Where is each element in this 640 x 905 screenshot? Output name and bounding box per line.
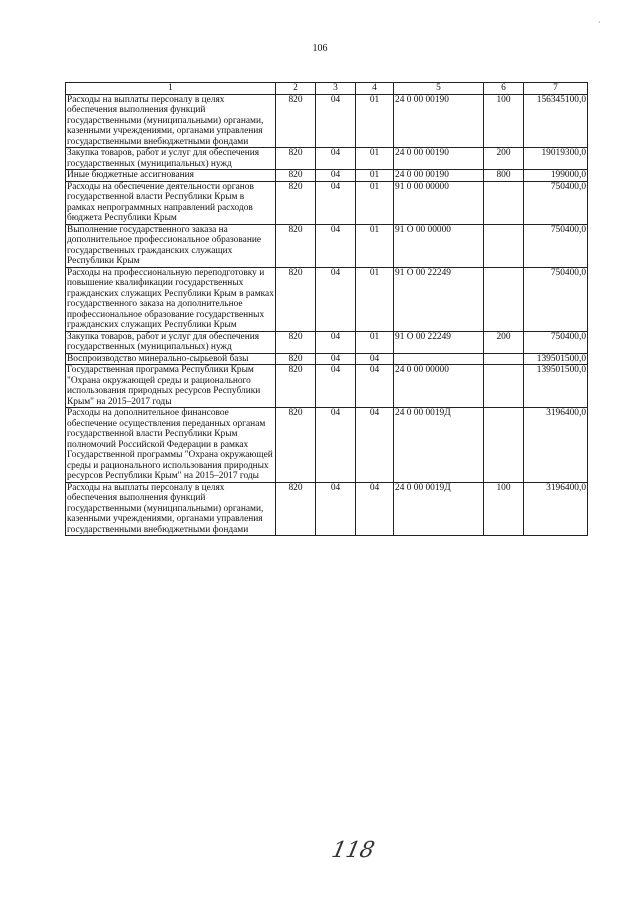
row-target-article-cell: 91 О 00 22249 xyxy=(394,331,484,353)
row-name-cell: Закупка товаров, работ и услуг для обеспечения государственных (муниципальных) нужд xyxy=(66,148,276,170)
row-amount-cell: 199000,0 xyxy=(524,170,588,182)
scan-mark: · xyxy=(598,18,601,27)
row-target-article-cell: 91 О 00 00000 xyxy=(394,224,484,267)
row-amount-cell: 3196400,0 xyxy=(524,408,588,483)
row-section-cell: 04 xyxy=(316,267,356,331)
row-subsection-cell: 04 xyxy=(356,482,394,536)
table-row xyxy=(66,94,588,148)
row-subsection-cell: 01 xyxy=(356,94,394,148)
budget-table xyxy=(65,82,588,536)
row-section-cell: 04 xyxy=(316,365,356,408)
row-section-cell: 04 xyxy=(316,148,356,170)
handwritten-page-number: 118 xyxy=(329,838,377,863)
row-expense-type-cell xyxy=(484,224,524,267)
table-row xyxy=(66,331,588,353)
column-header: 3 xyxy=(316,83,356,95)
row-amount-cell: 750400,0 xyxy=(524,181,588,224)
row-subsection-cell: 01 xyxy=(356,148,394,170)
row-amount-cell: 139501500,0 xyxy=(524,365,588,408)
row-name-cell: Государственная программа Республики Крым "Охрана окружающей среды и рационального использования природных ресурсов Республики Крым" на 2015–2017 годы xyxy=(66,365,276,408)
row-amount-cell: 3196400,0 xyxy=(524,482,588,536)
row-subsection-cell: 01 xyxy=(356,267,394,331)
row-target-article-cell: 91 О 00 22249 xyxy=(394,267,484,331)
row-grbs-cell: 820 xyxy=(276,365,316,408)
row-amount-cell: 750400,0 xyxy=(524,331,588,353)
row-amount-cell: 19019300,0 xyxy=(524,148,588,170)
row-amount-cell: 156345100,0 xyxy=(524,94,588,148)
row-name-cell: Закупка товаров, работ и услуг для обеспечения государственных (муниципальных) нужд xyxy=(66,331,276,353)
row-amount-cell: 750400,0 xyxy=(524,224,588,267)
row-subsection-cell: 01 xyxy=(356,181,394,224)
table-row xyxy=(66,353,588,365)
row-name-cell: Расходы на профессиональную переподготовку и повышение квалификации государственных гражданских служащих Республики Крым в рамках государственного заказа на дополнительное профессиональное образование государственных гражданских служащих Республики Крым xyxy=(67,267,274,330)
row-name-cell: Расходы на дополнительное финансовое обеспечение осуществления переданных органам государственной власти Республики Крым полномочий Российской Федерации в рамках Государственной программы "Охрана окружающей среды и рационального использования природных ресурсов Республики Крым" на 2015–2017 годы xyxy=(66,408,276,483)
column-header: 4 xyxy=(356,83,394,95)
row-section-cell: 04 xyxy=(316,482,356,536)
row-target-article-cell: 24 0 00 0019Д xyxy=(394,482,484,536)
row-name-cell: Иные бюджетные ассигнования xyxy=(66,170,276,182)
row-section-cell: 04 xyxy=(316,353,356,365)
table-header-row xyxy=(66,83,588,95)
table-row xyxy=(66,148,588,170)
row-target-article-cell xyxy=(394,353,484,365)
row-target-article-cell: 24 0 00 00190 xyxy=(394,170,484,182)
row-expense-type-cell xyxy=(484,267,524,331)
page-number: 106 xyxy=(312,43,328,54)
row-subsection-cell: 04 xyxy=(356,408,394,483)
table-row xyxy=(66,365,588,408)
table-row xyxy=(66,408,588,483)
row-section-cell: 04 xyxy=(316,224,356,267)
column-header: 7 xyxy=(524,83,588,95)
row-section-cell: 04 xyxy=(316,408,356,483)
row-target-article-cell: 91 0 00 00000 xyxy=(394,181,484,224)
table-row xyxy=(66,170,588,182)
row-expense-type-cell: 100 xyxy=(484,482,524,536)
row-expense-type-cell: 200 xyxy=(484,148,524,170)
row-target-article-cell: 24 0 00 0019Д xyxy=(394,408,484,483)
row-section-cell: 04 xyxy=(316,94,356,148)
row-subsection-cell: 01 xyxy=(356,170,394,182)
row-name-cell: Воспроизводство минерально-сырьевой базы xyxy=(66,353,276,365)
row-amount-cell: 750400,0 xyxy=(524,267,588,331)
row-name-cell: Расходы на обеспечение деятельности органов государственной власти Республики Крым в рамках непрограммных направлений расходов бюджета Республики Крым xyxy=(66,181,276,224)
row-subsection-cell: 01 xyxy=(356,331,394,353)
row-subsection-cell: 01 xyxy=(356,224,394,267)
table-row xyxy=(66,482,588,536)
row-grbs-cell: 820 xyxy=(276,331,316,353)
row-grbs-cell: 820 xyxy=(276,170,316,182)
row-subsection-cell: 04 xyxy=(356,365,394,408)
table-row xyxy=(66,181,588,224)
row-grbs-cell: 820 xyxy=(276,408,316,483)
row-grbs-cell: 820 xyxy=(276,267,316,331)
row-section-cell: 04 xyxy=(316,181,356,224)
row-amount-cell: 139501500,0 xyxy=(524,353,588,365)
row-grbs-cell: 820 xyxy=(276,224,316,267)
row-name-cell: Расходы на выплаты персоналу в целях обеспечения выполнения функций государственными (муниципальными) органами, казенными учреждениями, органами управления государственными внебюджетными фондами xyxy=(66,482,276,536)
row-target-article-cell: 24 0 00 00000 xyxy=(394,365,484,408)
row-expense-type-cell: 100 xyxy=(484,94,524,148)
row-expense-type-cell: 800 xyxy=(484,170,524,182)
row-target-article-cell: 24 0 00 00190 xyxy=(394,94,484,148)
row-grbs-cell: 820 xyxy=(276,148,316,170)
row-expense-type-cell xyxy=(484,408,524,483)
row-grbs-cell: 820 xyxy=(276,353,316,365)
row-grbs-cell: 820 xyxy=(276,181,316,224)
row-target-article-cell: 24 0 00 00190 xyxy=(394,148,484,170)
row-expense-type-cell xyxy=(484,353,524,365)
row-subsection-cell: 04 xyxy=(356,353,394,365)
row-name-cell: Выполнение государственного заказа на дополнительное профессиональное образование государственных гражданских служащих Республики Крым xyxy=(66,224,276,267)
row-expense-type-cell xyxy=(484,181,524,224)
column-header: 1 xyxy=(66,83,276,95)
row-name-cell: Расходы на выплаты персоналу в целях обеспечения выполнения функций государственными (муниципальными) органами, казенными учреждениями, органами управления государственными внебюджетными фондами xyxy=(66,94,276,148)
table-row xyxy=(66,224,588,267)
column-header: 6 xyxy=(484,83,524,95)
column-header: 5 xyxy=(394,83,484,95)
column-header: 2 xyxy=(276,83,316,95)
row-section-cell: 04 xyxy=(316,170,356,182)
row-expense-type-cell xyxy=(484,365,524,408)
row-section-cell: 04 xyxy=(316,331,356,353)
row-expense-type-cell: 200 xyxy=(484,331,524,353)
row-grbs-cell: 820 xyxy=(276,482,316,536)
row-grbs-cell: 820 xyxy=(276,94,316,148)
table-row xyxy=(66,267,588,331)
